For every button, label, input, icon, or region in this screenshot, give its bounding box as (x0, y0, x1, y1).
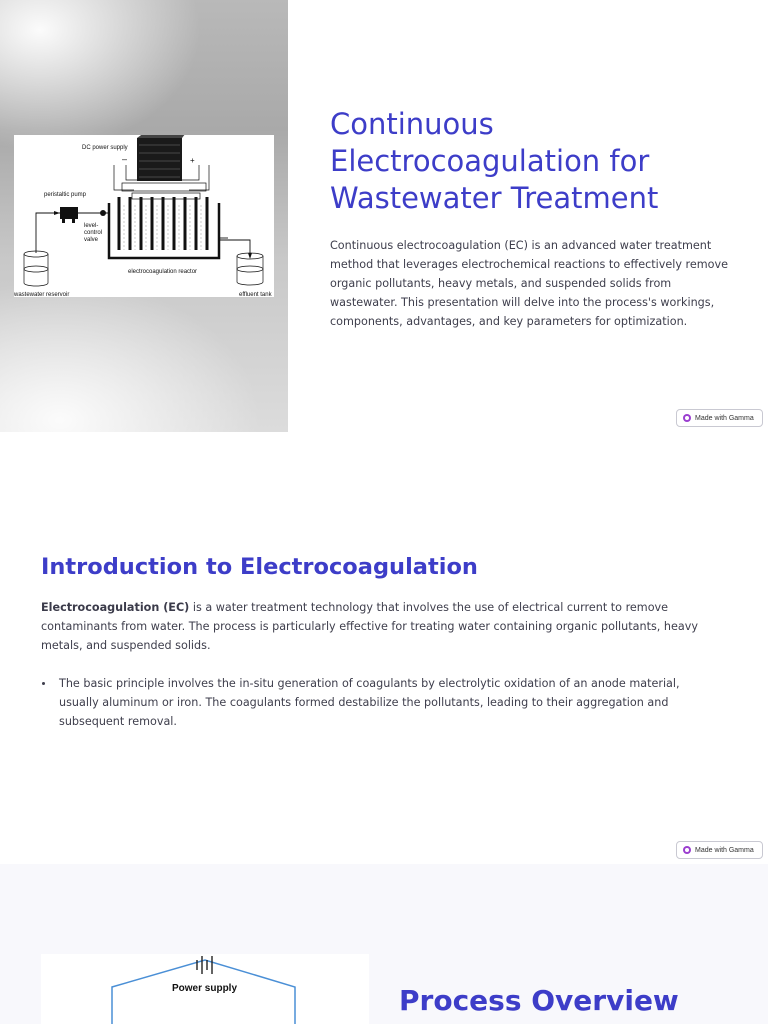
setup-diagram-svg (14, 135, 274, 297)
made-with-gamma-badge-2[interactable] (676, 841, 763, 859)
label-valve-3: valve (84, 237, 99, 243)
wastewater-reservoir (24, 251, 48, 286)
bullet-dot-icon (42, 682, 45, 685)
power-supply-label: Power supply (172, 983, 238, 994)
slide3-title: Process Overview (399, 984, 679, 1017)
label-reservoir: wastewater reservoir (14, 292, 70, 297)
bullet-text: The basic principle involves the in-situ generation of coagulants by electrolytic oxidation of an anode material, usually aluminum or iron. The coagulants formed destabilize the pollutants, leading to their aggregation and subsequent removal. (59, 677, 680, 728)
power-supply-top (137, 135, 186, 138)
slide1-title: Continuous Electrocoagulation for Wastewater Treatment (330, 107, 659, 215)
process-diagram-image (41, 954, 369, 1024)
slide2-title: Introduction to Electrocoagulation (41, 554, 478, 580)
made-with-gamma-badge[interactable] (676, 409, 763, 427)
pump-body (60, 207, 78, 219)
power-supply-box (137, 138, 182, 181)
label-plus: + (190, 156, 195, 165)
battery-icon (197, 956, 212, 974)
bullet-item (41, 674, 721, 731)
badge-label: Made with Gamma (695, 846, 754, 854)
slide-process-overview (0, 864, 768, 1024)
reactor-tank (109, 197, 219, 258)
gamma-logo-icon (683, 414, 691, 422)
slide-title (0, 0, 768, 432)
title-image-panel (0, 0, 288, 432)
slide2-paragraph (41, 598, 721, 655)
label-minus: – (122, 154, 128, 164)
label-valve-2: control (84, 230, 103, 236)
gamma-logo-icon (683, 846, 691, 854)
badge-label: Made with Gamma (695, 414, 754, 422)
electrocoagulation-setup-diagram (14, 135, 274, 297)
process-diagram-svg (41, 954, 369, 1024)
label-pump: peristaltic pump (44, 192, 87, 198)
label-power-supply: DC power supply (82, 145, 128, 151)
label-effluent: effluent tank (239, 292, 272, 297)
ec-term: Electrocoagulation (EC) (41, 601, 190, 614)
slide-introduction (0, 432, 768, 864)
label-valve-1: level- (84, 223, 99, 229)
slide1-body: Continuous electrocoagulation (EC) is an advanced water treatment method that leverages electrochemical reactions to effectively remove organic pollutants, heavy metals, and suspended solids from wastewater. This presentation will delve into the process's workings, components, advantages, and key parameters for optimization. (330, 239, 729, 328)
paragraph-rest: is a water treatment technology that involves the use of electrical current to remove contaminants from water. The process is particularly effective for treating water containing organic pollutants, heavy metals, and suspended solids. (41, 601, 698, 652)
label-reactor: electrocoagulation reactor (128, 269, 198, 275)
